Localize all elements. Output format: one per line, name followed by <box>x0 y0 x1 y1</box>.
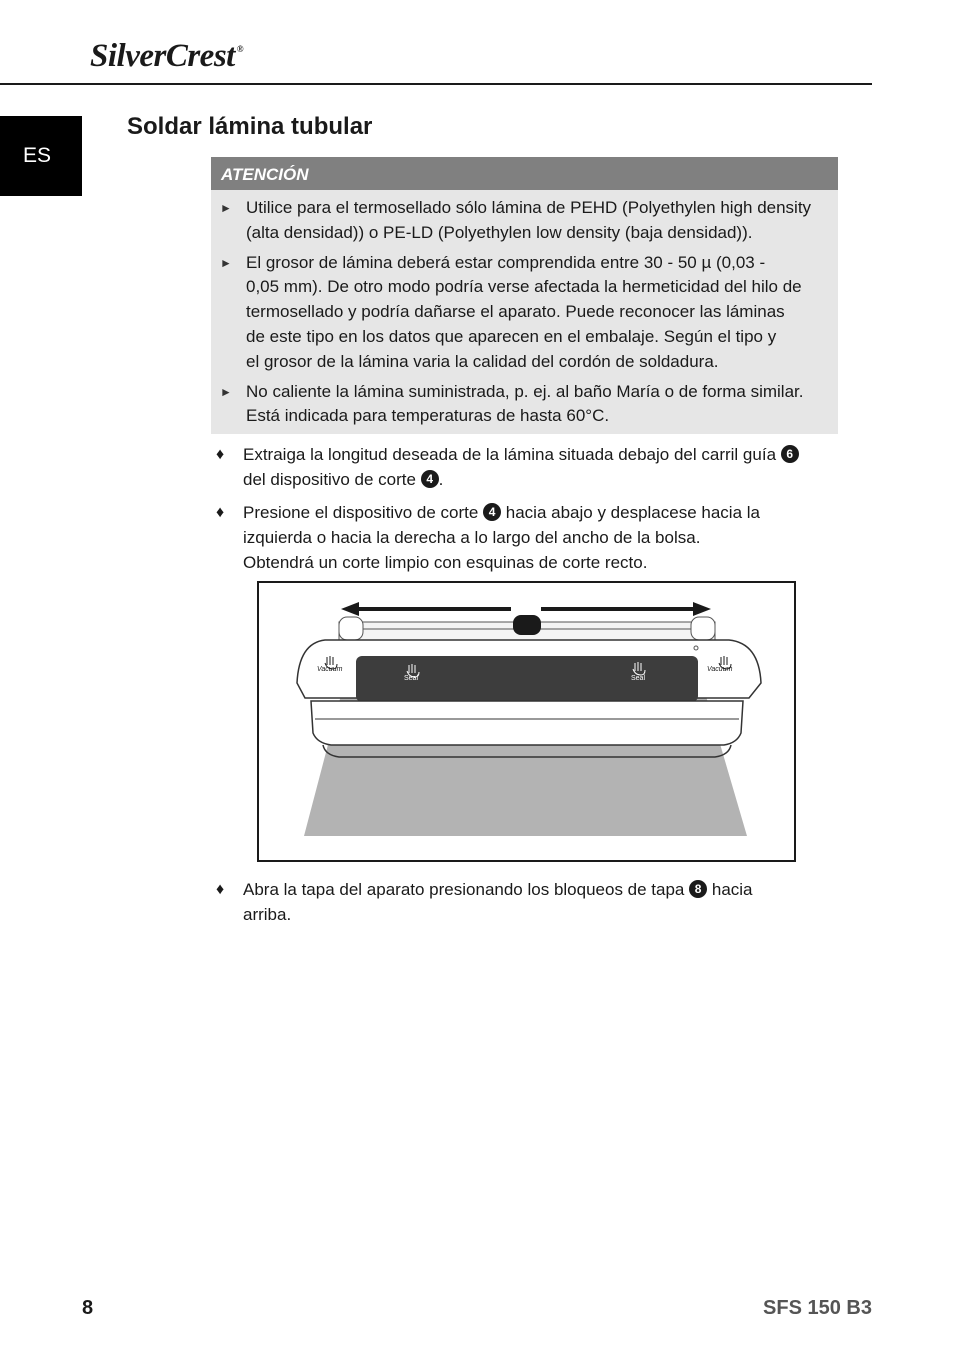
vacuum-sealer-illustration <box>257 581 796 862</box>
header-rule <box>0 83 872 85</box>
step-item: ♦ Abra la tapa del aparato presionando los bloqueos de tapa 8 hacia arriba. <box>216 880 753 924</box>
callout-number: 6 <box>781 445 799 463</box>
brand-logo: SilverCrest ® <box>90 38 244 74</box>
warning-heading: ATENCIÓN <box>211 157 838 190</box>
seal-label: Seal <box>404 675 419 682</box>
page-number: 8 <box>82 1297 94 1319</box>
step-list <box>216 443 840 493</box>
callout-number: 8 <box>689 880 707 898</box>
diamond-bullet-icon: ♦ <box>216 881 225 898</box>
diamond-bullet-icon: ♦ <box>216 504 225 521</box>
vacuum-label: Vacuum <box>317 666 343 673</box>
device-brand-label: SilverCrest <box>633 649 661 655</box>
cutter-knob <box>513 615 541 635</box>
step-item: ♦ Presione el dispositivo de corte 4 hacia abajo y desplacese hacia la izquierda o hacia la derecha a lo largo del ancho de la bolsa. Obtendrá un corte limpio con esquinas de corte recto. <box>216 503 760 572</box>
step-list <box>216 878 840 928</box>
model-number: SFS 150 B3 <box>763 1297 872 1319</box>
right-arrow-icon <box>541 602 711 616</box>
language-tab: ES <box>0 116 82 196</box>
warning-box <box>211 157 838 434</box>
warning-item: ► Utilice para el termosellado sólo lámina de PEHD (Polyethylen high density (alta densidad)) o PE-LD (Polyethylen low density (baja densidad)). <box>220 198 812 242</box>
triangle-bullet-icon: ► <box>220 255 232 270</box>
triangle-bullet-icon: ► <box>220 384 232 399</box>
callout-number: 4 <box>483 503 501 521</box>
section-title: Soldar lámina tubular <box>127 113 373 140</box>
callout-number: 4 <box>421 470 439 488</box>
vacuum-label: Vacuum <box>707 666 733 673</box>
step-list <box>216 501 840 575</box>
warning-list <box>211 190 838 429</box>
seal-label: Seal <box>631 675 646 682</box>
diamond-bullet-icon: ♦ <box>216 446 225 463</box>
step-item: ♦ Extraiga la longitud deseada de la lámina situada debajo del carril guía 6 del dispositivo de corte 4 . <box>216 443 840 493</box>
warning-item: ► No caliente la lámina suministrada, p. ej. al baño María o de forma similar. Está indicada para temperaturas de hasta 60°C. <box>220 381 804 426</box>
triangle-bullet-icon: ► <box>220 201 232 215</box>
left-arrow-icon <box>341 602 511 616</box>
warning-item: ► El grosor de lámina deberá estar comprendida entre 30 - 50 µ (0,03 - 0,05 mm). De otro modo podría verse afectada la hermeticidad del hilo de termosellado y podría dañarse el aparato. Puede reconocer las láminas de este tipo en los datos que aparecen en el embalaje. Según el tipo y el grosor de la lámina varia la calidad del cordón de soldadura. <box>220 252 802 371</box>
